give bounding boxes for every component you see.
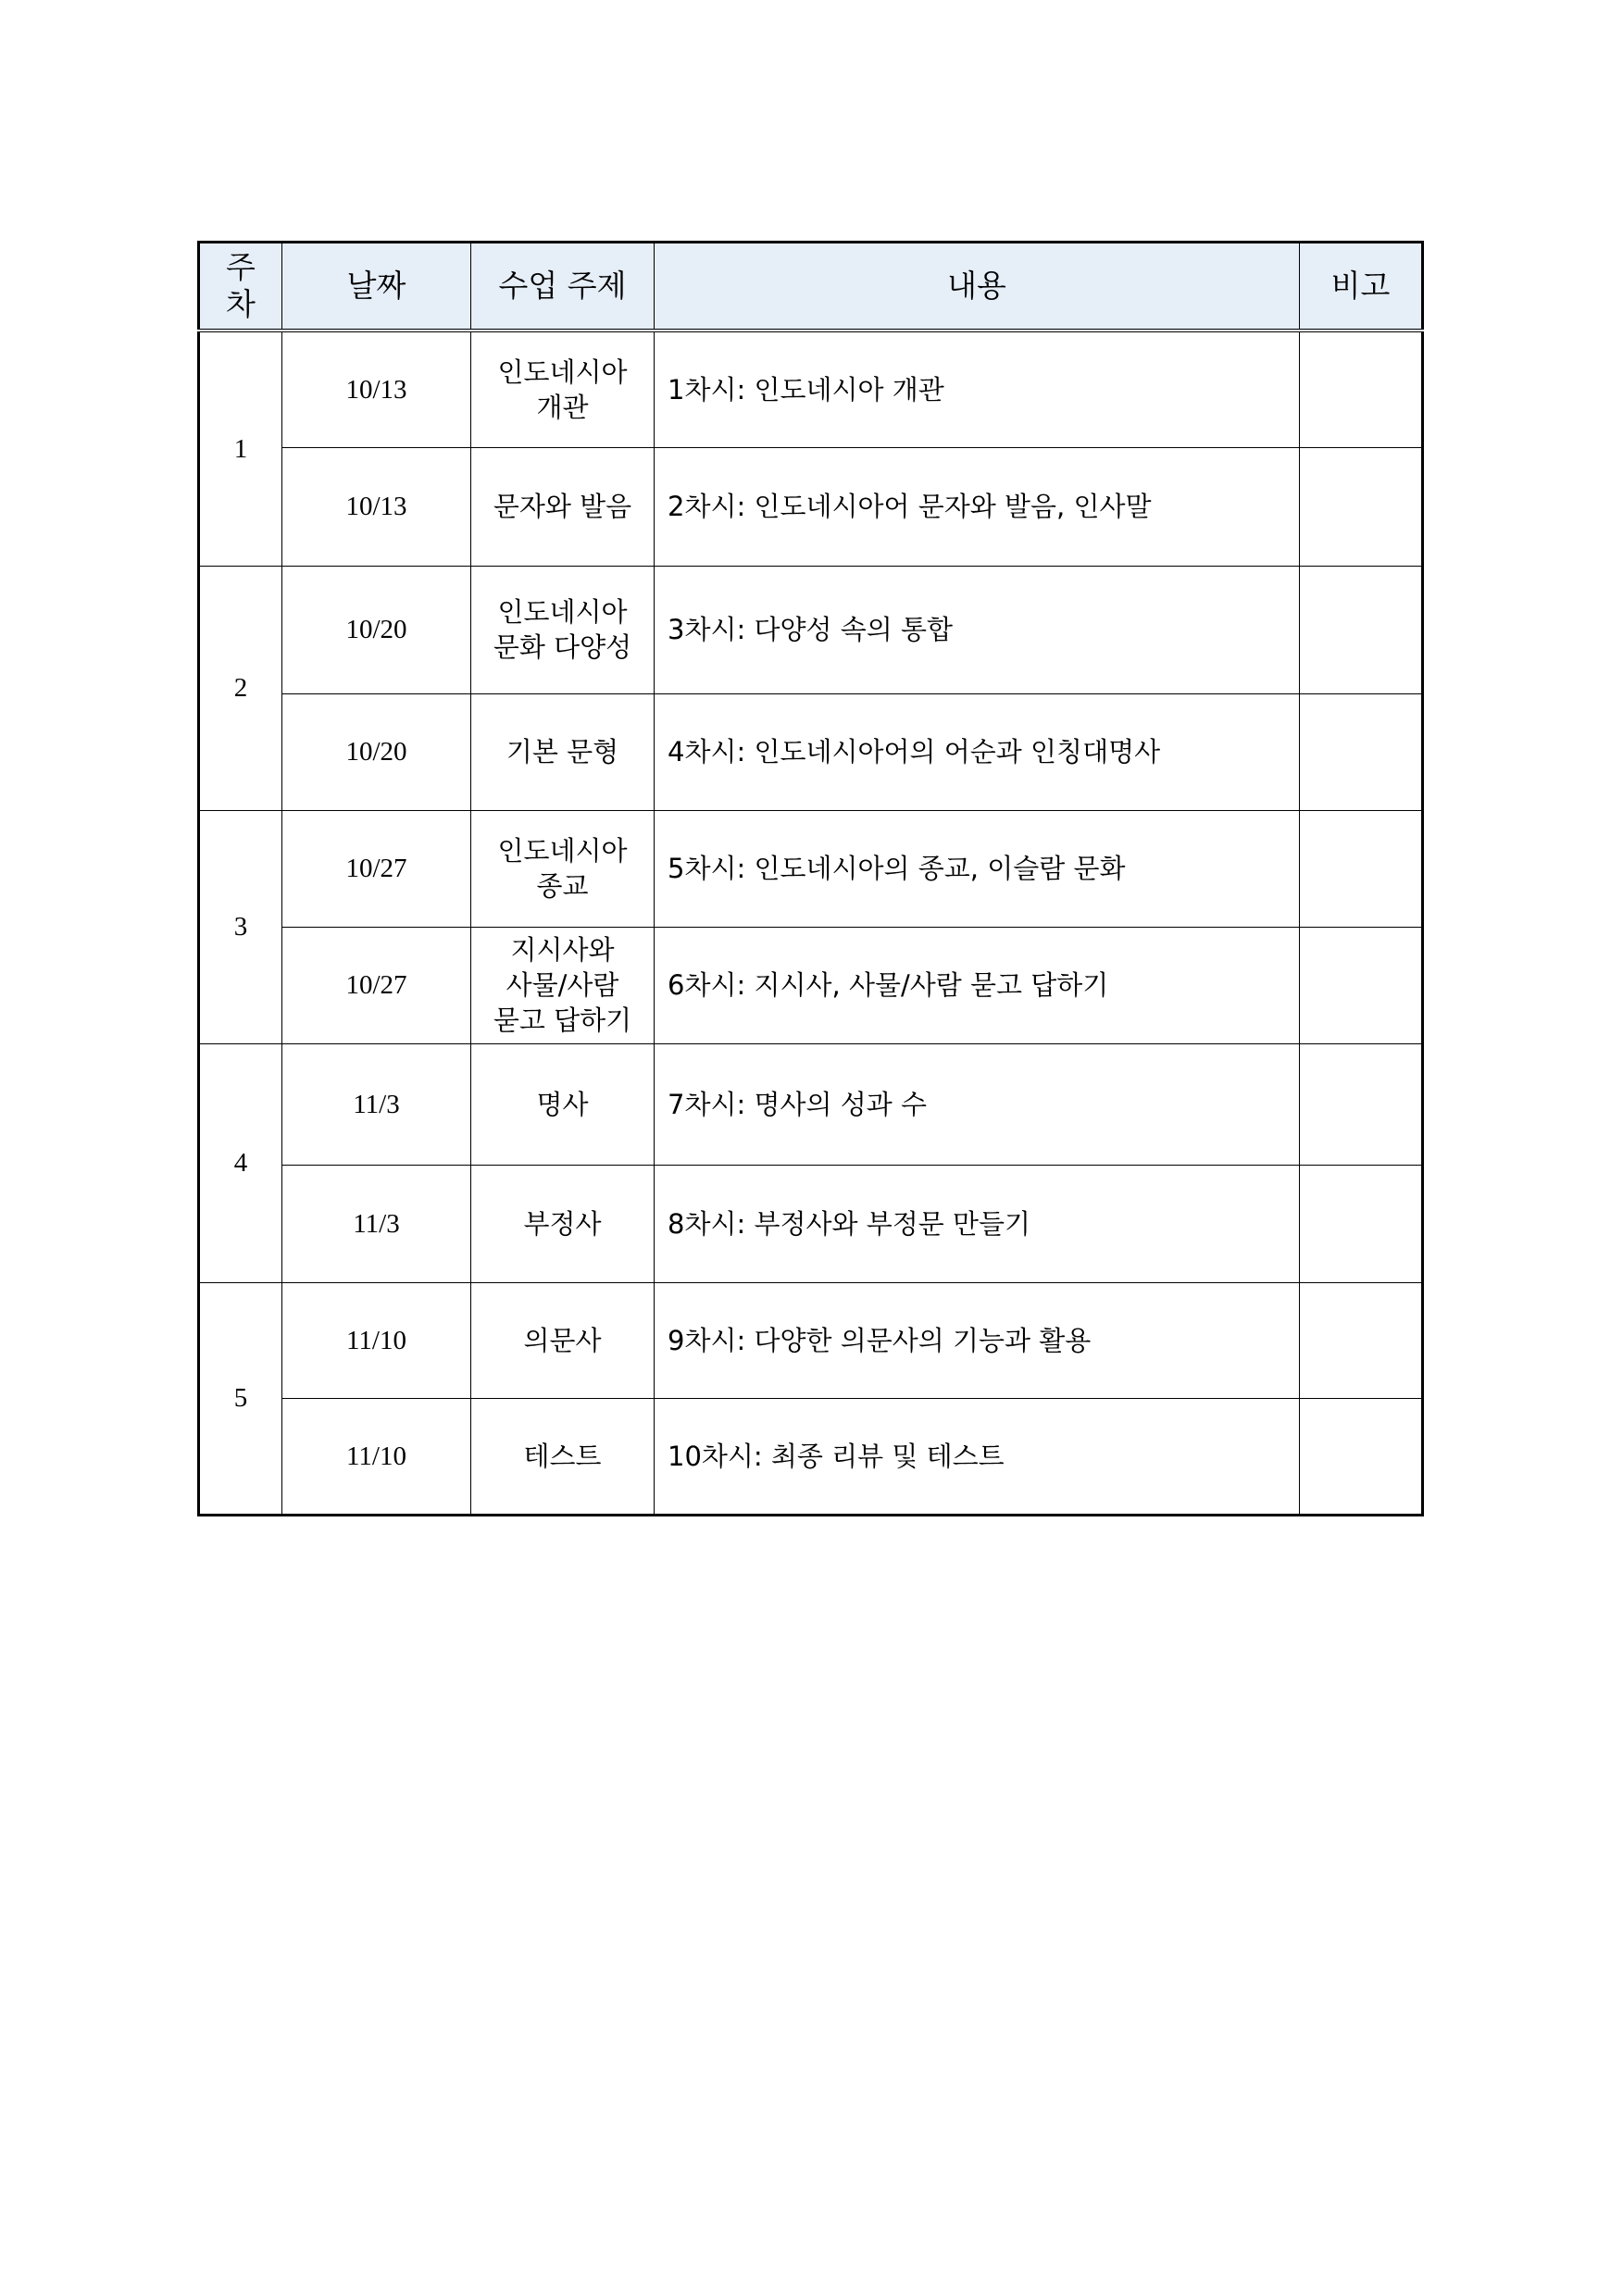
session-topic bbox=[471, 1282, 655, 1398]
session-note bbox=[1300, 566, 1423, 693]
session-note bbox=[1300, 927, 1423, 1043]
session-date: 11/10 bbox=[282, 1282, 471, 1398]
table-row bbox=[199, 1043, 1423, 1165]
table-row bbox=[199, 1398, 1423, 1515]
session-date: 10/27 bbox=[282, 927, 471, 1043]
session-topic bbox=[471, 1165, 655, 1282]
topic-line: 인도네시아 bbox=[497, 356, 628, 388]
topic-line: 종교 bbox=[536, 870, 589, 902]
header-week-line2: 차 bbox=[226, 286, 256, 322]
table-row bbox=[199, 331, 1423, 447]
header-week-line1: 주 bbox=[226, 249, 256, 285]
week-number: 2 bbox=[199, 566, 282, 810]
topic-line: 부정사 bbox=[523, 1207, 602, 1240]
topic-line: 묻고 답하기 bbox=[493, 1004, 632, 1036]
session-date: 10/13 bbox=[282, 447, 471, 566]
header-content: 내용 bbox=[655, 243, 1300, 331]
table-row bbox=[199, 1282, 1423, 1398]
header-note: 비고 bbox=[1300, 243, 1423, 331]
session-note bbox=[1300, 1282, 1423, 1398]
header-date: 날짜 bbox=[282, 243, 471, 331]
session-note bbox=[1300, 447, 1423, 566]
table-row bbox=[199, 1165, 1423, 1282]
topic-line: 문화 다양성 bbox=[493, 631, 632, 663]
session-topic bbox=[471, 1398, 655, 1515]
table-row bbox=[199, 693, 1423, 810]
topic-line: 개관 bbox=[536, 391, 589, 423]
session-date: 11/3 bbox=[282, 1165, 471, 1282]
week-number: 3 bbox=[199, 810, 282, 1043]
session-note bbox=[1300, 693, 1423, 810]
week-number: 5 bbox=[199, 1282, 282, 1515]
topic-line: 테스트 bbox=[523, 1440, 602, 1472]
session-content: 5차시: 인도네시아의 종교, 이슬람 문화 bbox=[655, 810, 1300, 927]
session-content: 10차시: 최종 리뷰 및 테스트 bbox=[655, 1398, 1300, 1515]
session-note bbox=[1300, 331, 1423, 447]
session-topic bbox=[471, 331, 655, 447]
session-topic bbox=[471, 927, 655, 1043]
topic-line: 사물/사람 bbox=[506, 969, 619, 1001]
session-date: 11/10 bbox=[282, 1398, 471, 1515]
session-content: 1차시: 인도네시아 개관 bbox=[655, 331, 1300, 447]
session-date: 10/20 bbox=[282, 566, 471, 693]
header-topic: 수업 주제 bbox=[471, 243, 655, 331]
session-note bbox=[1300, 810, 1423, 927]
session-date: 10/27 bbox=[282, 810, 471, 927]
session-topic bbox=[471, 810, 655, 927]
header-row bbox=[199, 243, 1423, 331]
session-content: 4차시: 인도네시아어의 어순과 인칭대명사 bbox=[655, 693, 1300, 810]
session-note bbox=[1300, 1043, 1423, 1165]
session-content: 6차시: 지시사, 사물/사람 묻고 답하기 bbox=[655, 927, 1300, 1043]
week-number: 1 bbox=[199, 331, 282, 566]
topic-line: 명사 bbox=[536, 1088, 589, 1120]
table-row bbox=[199, 927, 1423, 1043]
course-schedule-table bbox=[197, 241, 1424, 1516]
table-row bbox=[199, 447, 1423, 566]
topic-line: 의문사 bbox=[523, 1324, 602, 1356]
table-row bbox=[199, 810, 1423, 927]
topic-line: 기본 문형 bbox=[506, 736, 619, 767]
session-date: 11/3 bbox=[282, 1043, 471, 1165]
session-topic bbox=[471, 693, 655, 810]
session-content: 2차시: 인도네시아어 문자와 발음, 인사말 bbox=[655, 447, 1300, 566]
table-row bbox=[199, 566, 1423, 693]
session-content: 9차시: 다양한 의문사의 기능과 활용 bbox=[655, 1282, 1300, 1398]
topic-line: 지시사와 bbox=[510, 934, 615, 966]
session-topic bbox=[471, 1043, 655, 1165]
session-note bbox=[1300, 1165, 1423, 1282]
session-date: 10/13 bbox=[282, 331, 471, 447]
topic-line: 문자와 발음 bbox=[493, 491, 632, 522]
topic-line: 인도네시아 bbox=[497, 596, 628, 628]
session-topic bbox=[471, 566, 655, 693]
week-number: 4 bbox=[199, 1043, 282, 1282]
session-topic bbox=[471, 447, 655, 566]
session-content: 7차시: 명사의 성과 수 bbox=[655, 1043, 1300, 1165]
topic-line: 인도네시아 bbox=[497, 835, 628, 867]
session-date: 10/20 bbox=[282, 693, 471, 810]
session-note bbox=[1300, 1398, 1423, 1515]
header-week bbox=[199, 243, 282, 331]
session-content: 8차시: 부정사와 부정문 만들기 bbox=[655, 1165, 1300, 1282]
session-content: 3차시: 다양성 속의 통합 bbox=[655, 566, 1300, 693]
